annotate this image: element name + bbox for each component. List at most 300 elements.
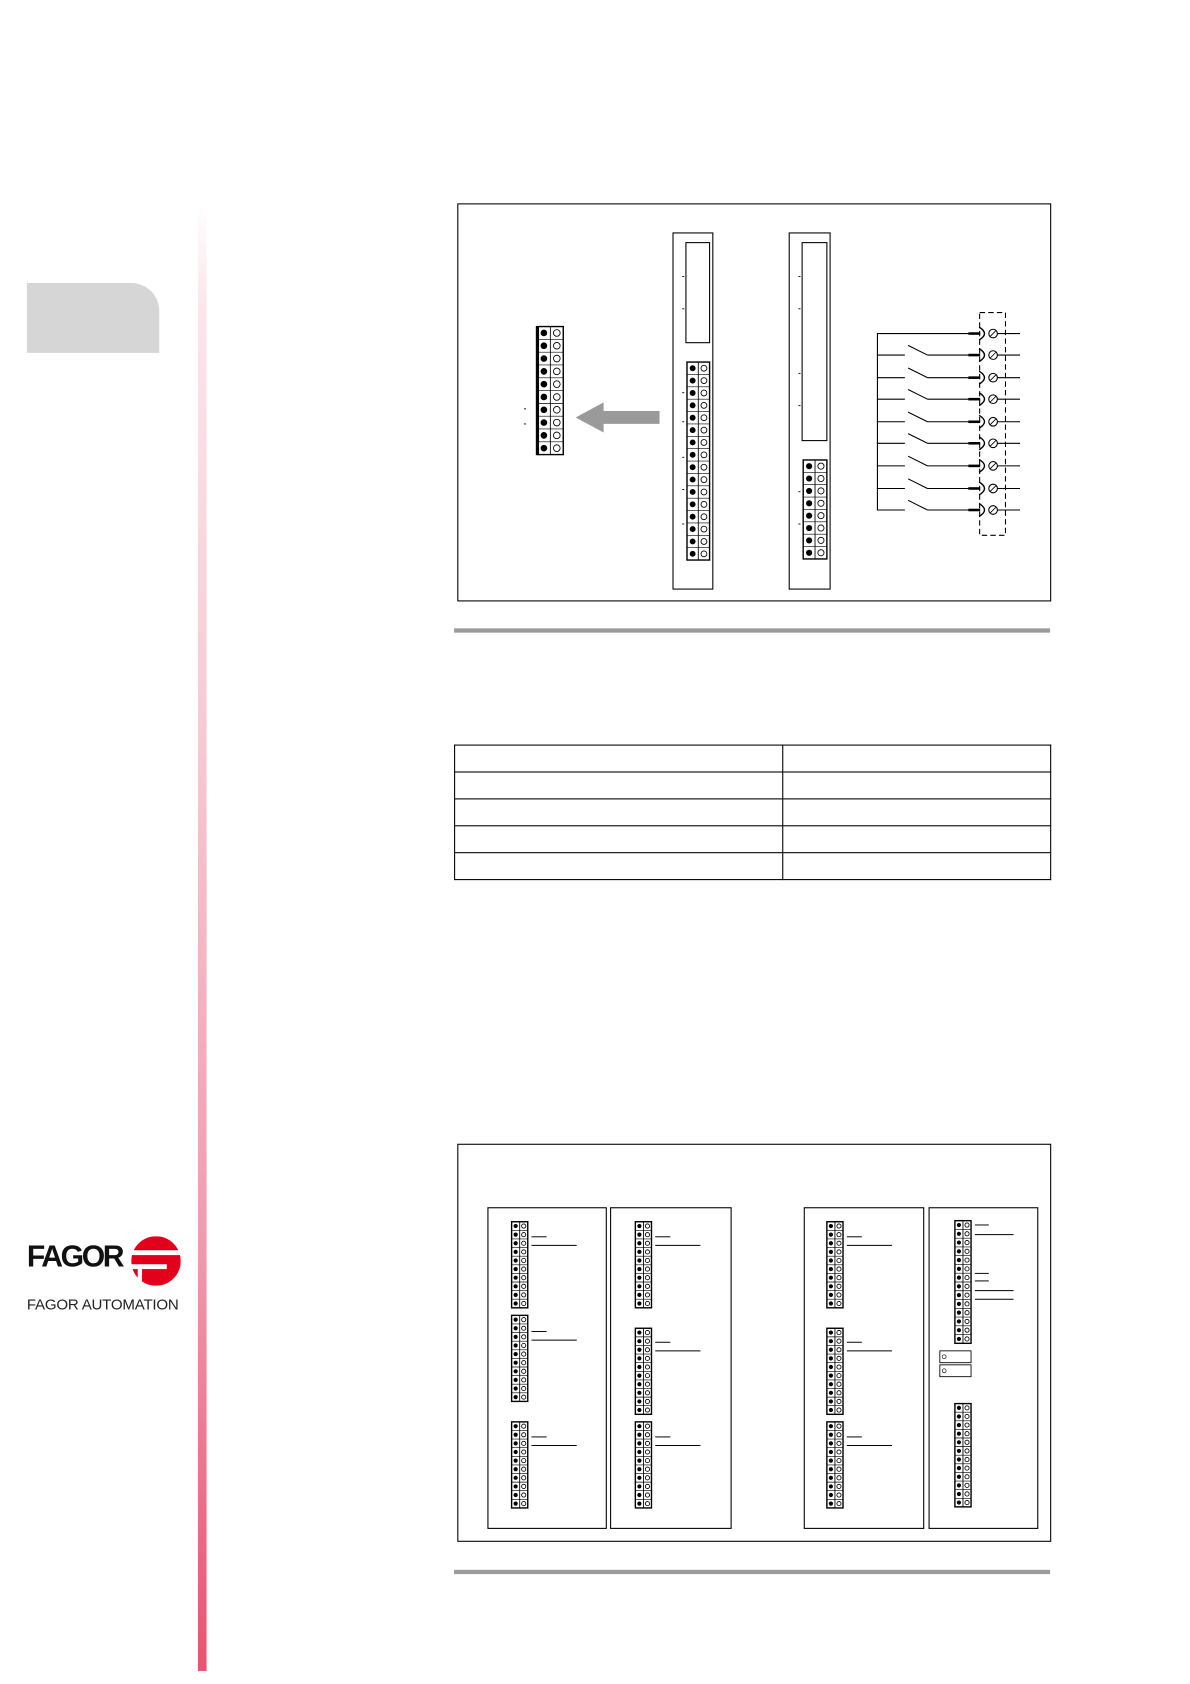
open-switch-icon bbox=[877, 500, 1020, 516]
terminal-screw bbox=[837, 1424, 841, 1428]
common-line bbox=[877, 327, 1020, 340]
open-switch-icon bbox=[877, 456, 1020, 472]
terminal-pin bbox=[514, 1224, 518, 1228]
terminal-block bbox=[512, 1315, 528, 1401]
terminal-pin bbox=[829, 1424, 833, 1428]
open-switch-icon bbox=[877, 368, 1020, 384]
terminal-pin bbox=[637, 1459, 641, 1463]
terminal-screw bbox=[701, 378, 707, 384]
terminal-pin bbox=[957, 1492, 961, 1496]
module-display bbox=[686, 243, 710, 343]
terminal-pin bbox=[514, 1276, 518, 1280]
terminal-screw bbox=[837, 1348, 841, 1352]
section-rule bbox=[454, 1570, 1050, 1574]
table-row bbox=[455, 826, 1051, 853]
left-arrow-icon bbox=[576, 402, 660, 432]
terminal-pin bbox=[514, 1450, 518, 1454]
table-cell bbox=[455, 826, 783, 853]
wiring-diagram-bottom bbox=[458, 1144, 1051, 1541]
terminal-screw bbox=[965, 1406, 969, 1410]
open-switch-icon bbox=[877, 479, 1020, 495]
terminal-pin bbox=[957, 1500, 961, 1504]
terminal-pin bbox=[829, 1374, 833, 1378]
terminal-pin bbox=[690, 427, 696, 433]
terminal-pin bbox=[829, 1330, 833, 1334]
terminal-screw bbox=[522, 1276, 526, 1280]
open-switch-icon bbox=[877, 345, 1020, 361]
terminal-pin bbox=[829, 1356, 833, 1360]
terminal-pin bbox=[690, 390, 696, 396]
terminal-screw bbox=[837, 1391, 841, 1395]
terminal-pin bbox=[690, 440, 696, 446]
table-cell bbox=[783, 799, 1051, 826]
terminal-screw bbox=[645, 1391, 649, 1395]
terminal-screw bbox=[645, 1441, 649, 1445]
terminal-pin bbox=[829, 1276, 833, 1280]
table-cell bbox=[783, 826, 1051, 853]
terminal-screw bbox=[965, 1311, 969, 1315]
terminal-pin bbox=[637, 1330, 641, 1334]
terminal-block bbox=[803, 460, 827, 559]
terminal-screw bbox=[837, 1374, 841, 1378]
terminal-pin bbox=[829, 1467, 833, 1471]
terminal-screw bbox=[965, 1414, 969, 1418]
terminal-screw bbox=[645, 1330, 649, 1334]
terminal-screw bbox=[522, 1233, 526, 1237]
terminal-pin bbox=[541, 330, 548, 337]
terminal-pin bbox=[637, 1293, 641, 1297]
terminal-pin bbox=[637, 1339, 641, 1343]
terminal-screw bbox=[965, 1249, 969, 1253]
terminal-screw bbox=[701, 415, 707, 421]
terminal-pin bbox=[829, 1293, 833, 1297]
terminal-pin bbox=[829, 1399, 833, 1403]
terminal-pin bbox=[514, 1267, 518, 1271]
terminal-screw bbox=[645, 1467, 649, 1471]
terminal-pin bbox=[806, 513, 812, 519]
terminal-screw bbox=[522, 1476, 526, 1480]
terminal-pin bbox=[514, 1386, 518, 1390]
terminal-screw bbox=[553, 406, 560, 413]
terminal-pin bbox=[637, 1484, 641, 1488]
terminal-screw bbox=[837, 1441, 841, 1445]
terminal-pin bbox=[637, 1233, 641, 1237]
terminal-screw bbox=[965, 1475, 969, 1479]
terminal-pin bbox=[514, 1335, 518, 1339]
wiring-diagram-top bbox=[458, 204, 1051, 601]
terminal-pin bbox=[690, 365, 696, 371]
terminal-pin bbox=[637, 1224, 641, 1228]
terminal-screw bbox=[965, 1328, 969, 1332]
terminal-pin bbox=[690, 415, 696, 421]
terminal-block bbox=[955, 1221, 971, 1344]
terminal-screw bbox=[553, 330, 560, 337]
terminal-screw bbox=[701, 539, 707, 545]
signal-leads bbox=[532, 1225, 1014, 1446]
terminal-pin bbox=[637, 1391, 641, 1395]
terminal-screw bbox=[837, 1241, 841, 1245]
terminal-pin bbox=[541, 342, 548, 349]
terminal-pin bbox=[957, 1276, 961, 1280]
terminal-screw bbox=[965, 1276, 969, 1280]
terminal-screw bbox=[965, 1432, 969, 1436]
terminal-screw bbox=[645, 1233, 649, 1237]
terminal-screw bbox=[965, 1319, 969, 1323]
terminal-screw bbox=[645, 1276, 649, 1280]
terminal-pin bbox=[957, 1293, 961, 1297]
terminal-screw bbox=[645, 1382, 649, 1386]
terminal-screw bbox=[553, 368, 560, 375]
terminal-pin bbox=[957, 1423, 961, 1427]
section-rule bbox=[454, 628, 1050, 632]
terminal-pin bbox=[637, 1284, 641, 1288]
terminal-pin bbox=[957, 1406, 961, 1410]
terminal-screw bbox=[965, 1337, 969, 1341]
detached-connector bbox=[537, 326, 563, 455]
terminal-pin bbox=[637, 1424, 641, 1428]
table-row bbox=[455, 772, 1051, 799]
terminal-screw bbox=[837, 1408, 841, 1412]
terminal-screw bbox=[522, 1369, 526, 1373]
terminal-pin bbox=[806, 550, 812, 556]
terminal-screw bbox=[645, 1258, 649, 1262]
table-row bbox=[455, 745, 1051, 772]
terminal-screw bbox=[645, 1293, 649, 1297]
terminal-screw bbox=[837, 1330, 841, 1334]
terminal-screw bbox=[522, 1378, 526, 1382]
terminal-screw bbox=[965, 1302, 969, 1306]
table-cell bbox=[783, 853, 1051, 880]
terminal-screw bbox=[701, 551, 707, 557]
terminal-screw bbox=[645, 1450, 649, 1454]
switch-blade bbox=[908, 412, 927, 422]
terminal-pin bbox=[514, 1493, 518, 1497]
terminal-pin bbox=[637, 1301, 641, 1305]
terminal-screw bbox=[965, 1440, 969, 1444]
terminal-screw bbox=[837, 1301, 841, 1305]
terminal-screw bbox=[553, 445, 560, 452]
terminal-screw bbox=[701, 427, 707, 433]
terminal-pin bbox=[829, 1493, 833, 1497]
terminal-pin bbox=[957, 1284, 961, 1288]
terminal-screw bbox=[965, 1457, 969, 1461]
terminal-pin bbox=[637, 1433, 641, 1437]
terminal-screw bbox=[965, 1423, 969, 1427]
terminal-screw bbox=[701, 514, 707, 520]
terminal-pin bbox=[637, 1493, 641, 1497]
terminal-screw bbox=[522, 1395, 526, 1399]
terminal-pin bbox=[637, 1250, 641, 1254]
terminal-screw bbox=[645, 1356, 649, 1360]
terminal-pin bbox=[637, 1467, 641, 1471]
terminal-pin bbox=[637, 1356, 641, 1360]
terminal-screw bbox=[645, 1250, 649, 1254]
terminal-pin bbox=[514, 1378, 518, 1382]
terminal-pin bbox=[514, 1241, 518, 1245]
switch-blade bbox=[908, 456, 927, 466]
terminal-pin bbox=[957, 1457, 961, 1461]
terminal-screw bbox=[522, 1361, 526, 1365]
table-cell bbox=[455, 853, 783, 880]
terminal-screw bbox=[965, 1466, 969, 1470]
panel-2 bbox=[611, 1208, 732, 1529]
terminal-pin bbox=[541, 355, 548, 362]
terminal-screw bbox=[965, 1223, 969, 1227]
panel-3 bbox=[804, 1208, 923, 1529]
terminal-pin bbox=[829, 1441, 833, 1445]
terminal-block bbox=[635, 1222, 651, 1308]
terminal-screw bbox=[837, 1233, 841, 1237]
terminal-pin bbox=[829, 1476, 833, 1480]
terminal-pin bbox=[637, 1502, 641, 1506]
terminal-pin bbox=[829, 1502, 833, 1506]
terminal-pin bbox=[514, 1233, 518, 1237]
terminal-pin bbox=[690, 514, 696, 520]
terminal-screw bbox=[837, 1250, 841, 1254]
terminal-screw bbox=[522, 1502, 526, 1506]
terminal-pin bbox=[829, 1267, 833, 1271]
terminal-screw bbox=[522, 1386, 526, 1390]
terminal-screw bbox=[818, 500, 824, 506]
switch-blade bbox=[908, 434, 927, 444]
module-display bbox=[802, 243, 827, 441]
table-cell bbox=[455, 772, 783, 799]
terminal-block bbox=[537, 326, 563, 455]
terminal-pin bbox=[637, 1276, 641, 1280]
terminal-screw bbox=[837, 1399, 841, 1403]
terminal-pin bbox=[829, 1450, 833, 1454]
table-cell bbox=[783, 745, 1051, 772]
terminal-screw bbox=[818, 463, 824, 469]
terminal-pin bbox=[829, 1484, 833, 1488]
terminal-screw bbox=[837, 1356, 841, 1360]
terminal-pin bbox=[829, 1391, 833, 1395]
terminal-screw bbox=[645, 1424, 649, 1428]
terminal-block bbox=[687, 362, 710, 560]
terminal-pin bbox=[541, 432, 548, 439]
terminal-pin bbox=[514, 1459, 518, 1463]
terminal-pin bbox=[514, 1433, 518, 1437]
terminal-screw bbox=[837, 1450, 841, 1454]
terminal-screw bbox=[645, 1284, 649, 1288]
terminal-pin bbox=[514, 1250, 518, 1254]
switch-blade bbox=[908, 389, 927, 399]
terminal-screw bbox=[818, 525, 824, 531]
terminal-pin bbox=[829, 1408, 833, 1412]
terminal-screw bbox=[965, 1483, 969, 1487]
terminal-pin bbox=[637, 1267, 641, 1271]
terminal-pin bbox=[957, 1258, 961, 1262]
terminal-block bbox=[635, 1422, 651, 1508]
terminal-pin bbox=[829, 1433, 833, 1437]
terminal-pin bbox=[690, 378, 696, 384]
terminal-pin bbox=[829, 1382, 833, 1386]
terminal-screw bbox=[701, 440, 707, 446]
terminal-pin bbox=[514, 1395, 518, 1399]
switch-blade bbox=[908, 368, 927, 378]
terminal-screw bbox=[645, 1493, 649, 1497]
terminal-screw bbox=[837, 1459, 841, 1463]
switch-panel bbox=[877, 313, 1020, 536]
open-switch-icon bbox=[877, 389, 1020, 405]
terminal-pin bbox=[690, 477, 696, 483]
module-1 bbox=[673, 233, 713, 589]
terminal-screw bbox=[837, 1467, 841, 1471]
terminal-screw bbox=[645, 1408, 649, 1412]
terminal-screw bbox=[522, 1335, 526, 1339]
terminal-pin bbox=[637, 1399, 641, 1403]
terminal-pin bbox=[514, 1424, 518, 1428]
terminal-pin bbox=[829, 1233, 833, 1237]
terminal-pin bbox=[637, 1408, 641, 1412]
terminal-pin bbox=[637, 1450, 641, 1454]
terminal-screw bbox=[645, 1339, 649, 1343]
terminal-pin bbox=[957, 1267, 961, 1271]
terminal-screw bbox=[837, 1339, 841, 1343]
terminal-screw bbox=[522, 1318, 526, 1322]
terminal-screw bbox=[965, 1232, 969, 1236]
terminal-screw bbox=[645, 1459, 649, 1463]
terminal-pin bbox=[541, 419, 548, 426]
terminal-screw bbox=[645, 1502, 649, 1506]
terminal-pin bbox=[690, 526, 696, 532]
terminal-pin bbox=[829, 1365, 833, 1369]
terminal-screw bbox=[837, 1224, 841, 1228]
terminal-pin bbox=[541, 406, 548, 413]
terminal-screw bbox=[965, 1500, 969, 1504]
terminal-pin bbox=[957, 1302, 961, 1306]
terminal-screw bbox=[837, 1284, 841, 1288]
terminal-blocks bbox=[512, 1221, 971, 1508]
terminal-screw bbox=[522, 1484, 526, 1488]
terminal-screw bbox=[645, 1365, 649, 1369]
terminal-pin bbox=[541, 368, 548, 375]
terminal-pin bbox=[637, 1348, 641, 1352]
terminal-pin bbox=[690, 489, 696, 495]
terminal-screw bbox=[522, 1467, 526, 1471]
terminal-pin bbox=[637, 1476, 641, 1480]
terminal-screw bbox=[818, 488, 824, 494]
terminal-block bbox=[512, 1422, 528, 1508]
switch-blade bbox=[908, 500, 927, 510]
logo-wordmark: FAGOR bbox=[26, 1239, 123, 1273]
terminal-screw bbox=[522, 1224, 526, 1228]
terminal-pin bbox=[514, 1369, 518, 1373]
terminal-pin bbox=[957, 1483, 961, 1487]
switch-blade bbox=[908, 479, 927, 489]
terminal-pin bbox=[514, 1502, 518, 1506]
terminal-screw bbox=[965, 1240, 969, 1244]
terminal-pin bbox=[806, 525, 812, 531]
panel-1 bbox=[488, 1208, 606, 1529]
terminal-pin bbox=[514, 1318, 518, 1322]
terminal-screw bbox=[645, 1267, 649, 1271]
terminal-pin bbox=[514, 1284, 518, 1288]
terminal-pin bbox=[514, 1476, 518, 1480]
terminal-pin bbox=[957, 1311, 961, 1315]
terminal-screw bbox=[553, 394, 560, 401]
terminal-screw bbox=[645, 1224, 649, 1228]
indicator-box bbox=[940, 1365, 971, 1377]
terminal-pin bbox=[514, 1352, 518, 1356]
terminal-block bbox=[827, 1328, 843, 1414]
terminal-pin bbox=[957, 1232, 961, 1236]
terminal-screw bbox=[645, 1241, 649, 1245]
terminal-screw bbox=[522, 1301, 526, 1305]
terminal-screw bbox=[522, 1450, 526, 1454]
terminal-screw bbox=[701, 402, 707, 408]
terminal-pin bbox=[957, 1249, 961, 1253]
terminal-screw bbox=[522, 1293, 526, 1297]
terminal-screw bbox=[965, 1492, 969, 1496]
terminal-pin bbox=[829, 1348, 833, 1352]
terminal-pin bbox=[957, 1432, 961, 1436]
terminal-screw bbox=[522, 1424, 526, 1428]
terminal-screw bbox=[701, 526, 707, 532]
terminal-screw bbox=[965, 1284, 969, 1288]
terminal-screw bbox=[645, 1374, 649, 1378]
terminal-pin bbox=[957, 1319, 961, 1323]
module-2 bbox=[789, 233, 830, 589]
terminal-screw bbox=[522, 1250, 526, 1254]
terminal-pin bbox=[806, 500, 812, 506]
terminal-block bbox=[955, 1404, 971, 1507]
terminal-screw bbox=[522, 1267, 526, 1271]
terminal-pin bbox=[514, 1484, 518, 1488]
terminal-pin bbox=[514, 1441, 518, 1445]
open-switch-icon bbox=[877, 434, 1020, 450]
terminal-screw bbox=[818, 475, 824, 481]
terminal-screw bbox=[701, 365, 707, 371]
terminal-pin bbox=[829, 1339, 833, 1343]
terminal-screw bbox=[645, 1433, 649, 1437]
terminal-screw bbox=[553, 381, 560, 388]
terminal-screw bbox=[645, 1399, 649, 1403]
terminal-pin bbox=[637, 1365, 641, 1369]
terminal-pin bbox=[957, 1223, 961, 1227]
terminal-screw bbox=[701, 501, 707, 507]
terminal-screw bbox=[522, 1352, 526, 1356]
terminal-screw bbox=[965, 1293, 969, 1297]
terminal-pin bbox=[637, 1241, 641, 1245]
terminal-screw bbox=[965, 1267, 969, 1271]
terminal-screw bbox=[522, 1493, 526, 1497]
terminal-screw bbox=[522, 1284, 526, 1288]
terminal-screw bbox=[818, 537, 824, 543]
terminal-pin bbox=[541, 394, 548, 401]
terminal-screw bbox=[837, 1484, 841, 1488]
terminal-pin bbox=[957, 1466, 961, 1470]
terminal-pin bbox=[514, 1293, 518, 1297]
terminal-pin bbox=[514, 1343, 518, 1347]
terminal-screw bbox=[837, 1267, 841, 1271]
switch-blade bbox=[908, 345, 927, 355]
terminal-pin bbox=[829, 1224, 833, 1228]
terminal-screw bbox=[965, 1449, 969, 1453]
terminal-pin bbox=[829, 1258, 833, 1262]
company-name: FAGOR AUTOMATION bbox=[26, 1295, 179, 1313]
terminal-screw bbox=[837, 1365, 841, 1369]
terminal-screw bbox=[837, 1476, 841, 1480]
terminal-pin bbox=[957, 1240, 961, 1244]
terminal-pin bbox=[957, 1337, 961, 1341]
terminal-pin bbox=[806, 475, 812, 481]
terminal-screw bbox=[837, 1433, 841, 1437]
terminal-pin bbox=[957, 1449, 961, 1453]
terminal-pin bbox=[957, 1475, 961, 1479]
terminal-pin bbox=[514, 1467, 518, 1471]
terminal-screw bbox=[522, 1258, 526, 1262]
